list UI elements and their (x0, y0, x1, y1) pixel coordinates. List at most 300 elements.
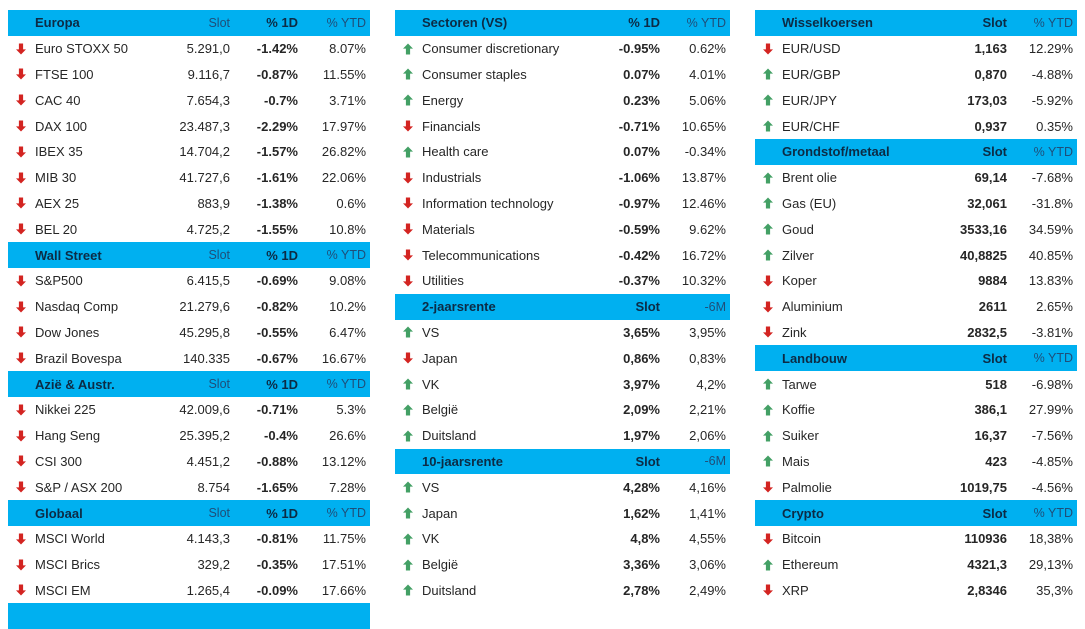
column-header: % YTD (686, 15, 726, 30)
up-arrow-icon (402, 94, 414, 106)
value-cell: 6.47% (329, 324, 366, 340)
column-header: % YTD (326, 377, 366, 392)
table-row (395, 578, 730, 604)
value-cell: 7.28% (329, 479, 366, 495)
column-header: Slot (208, 248, 230, 263)
trend-cell (755, 223, 781, 235)
up-arrow-icon (402, 481, 414, 493)
instrument-name: Telecommunications (422, 247, 540, 263)
table-row (755, 397, 1077, 423)
column-header: -6M (704, 454, 726, 469)
up-arrow-icon (402, 507, 414, 519)
section-title: Landbouw (782, 350, 847, 366)
section-header (395, 449, 730, 475)
trend-cell (8, 584, 34, 596)
column-header: Slot (208, 377, 230, 392)
instrument-name: MSCI World (35, 531, 105, 547)
up-arrow-icon (402, 326, 414, 338)
value-cell: -0.37% (618, 273, 660, 289)
value-cell: 0.07% (623, 66, 660, 82)
table-row (8, 191, 370, 217)
value-cell: 13.12% (321, 453, 366, 469)
trend-cell (755, 249, 781, 261)
value-cell: 3.71% (329, 92, 366, 108)
value-cell: 12.46% (681, 195, 726, 211)
value-cell: 0,86% (623, 350, 660, 366)
value-cell: 2,8346 (967, 582, 1007, 598)
trend-cell (755, 378, 781, 390)
instrument-name: Materials (422, 221, 475, 237)
up-arrow-icon (402, 559, 414, 571)
value-cell: -0.4% (264, 428, 298, 444)
trend-cell (755, 120, 781, 132)
trend-cell (755, 43, 781, 55)
value-cell: 4,55% (689, 531, 726, 547)
table-row (8, 526, 370, 552)
value-cell: 110936 (964, 531, 1007, 547)
value-cell: 0.35% (1036, 118, 1073, 134)
instrument-name: Financials (422, 118, 481, 134)
trend-cell (395, 326, 421, 338)
value-cell: 10.65% (681, 118, 726, 134)
value-cell: 4321,3 (967, 557, 1007, 573)
value-cell: 2,49% (689, 582, 726, 598)
table-row (8, 320, 370, 346)
up-arrow-icon (762, 223, 774, 235)
trend-cell (8, 481, 34, 493)
value-cell: 329,2 (197, 557, 230, 573)
instrument-name: Ethereum (782, 557, 839, 573)
table-row (8, 216, 370, 242)
value-cell: -0.88% (256, 453, 298, 469)
value-cell: 1019,75 (960, 479, 1007, 495)
table-row (395, 345, 730, 371)
table-row (395, 397, 730, 423)
value-cell: 0,937 (974, 118, 1007, 134)
value-cell: 0,870 (974, 66, 1007, 82)
trend-cell (8, 120, 34, 132)
section-header (755, 345, 1077, 371)
value-cell: 2611 (978, 299, 1007, 315)
up-arrow-icon (762, 455, 774, 467)
instrument-name: Koper (782, 273, 817, 289)
value-cell: 1,163 (974, 41, 1007, 57)
value-cell: 4,28% (623, 479, 660, 495)
value-cell: -0.34% (684, 144, 726, 160)
value-cell: 2,06% (689, 428, 726, 444)
instrument-name: Industrials (422, 170, 482, 186)
value-cell: 5.06% (689, 92, 726, 108)
value-cell: 423 (985, 453, 1007, 469)
instrument-name: EUR/CHF (782, 118, 840, 134)
trend-cell (755, 430, 781, 442)
up-arrow-icon (762, 430, 774, 442)
instrument-name: België (422, 557, 459, 573)
column-header: % YTD (1033, 144, 1073, 159)
section-header (8, 500, 370, 526)
trend-cell (755, 301, 781, 313)
value-cell: 40,8825 (960, 247, 1007, 263)
value-cell: 18,38% (1028, 531, 1073, 547)
value-cell: 4.451,2 (186, 453, 230, 469)
section-header (755, 500, 1077, 526)
instrument-name: EUR/JPY (782, 92, 837, 108)
down-arrow-icon (402, 275, 414, 287)
section-title: 10-jaarsrente (422, 453, 503, 469)
down-arrow-icon (15, 146, 27, 158)
instrument-name: Consumer discretionary (422, 41, 560, 57)
column-header: Slot (208, 15, 230, 30)
value-cell: -7.56% (1031, 428, 1073, 444)
value-cell: 883,9 (197, 195, 230, 211)
up-arrow-icon (762, 559, 774, 571)
value-cell: 41.727,6 (179, 170, 230, 186)
trend-cell (395, 507, 421, 519)
table-row (395, 268, 730, 294)
instrument-name: Zink (782, 324, 807, 340)
value-cell: -4.85% (1031, 453, 1073, 469)
instrument-name: AEX 25 (35, 195, 80, 211)
down-arrow-icon (15, 43, 27, 55)
clipped-section-header (8, 603, 370, 629)
value-cell: 69,14 (974, 170, 1007, 186)
trend-cell (755, 455, 781, 467)
column-header: % YTD (326, 15, 366, 30)
down-arrow-icon (762, 326, 774, 338)
instrument-name: DAX 100 (35, 118, 88, 134)
section-header (8, 10, 370, 36)
trend-cell (8, 430, 34, 442)
section-title: Globaal (35, 505, 83, 521)
value-cell: 386,1 (974, 402, 1007, 418)
section-title: Crypto (782, 505, 824, 521)
up-arrow-icon (402, 43, 414, 55)
table-row (395, 500, 730, 526)
column-header: Slot (982, 15, 1007, 31)
value-cell: 4,16% (689, 479, 726, 495)
value-cell: 0.07% (623, 144, 660, 160)
trend-cell (755, 326, 781, 338)
value-cell: 9.08% (329, 273, 366, 289)
column-header: % YTD (1033, 15, 1073, 30)
up-arrow-icon (762, 197, 774, 209)
value-cell: 3,06% (689, 557, 726, 573)
section-header (755, 139, 1077, 165)
table-row (8, 578, 370, 604)
instrument-name: België (422, 402, 459, 418)
instrument-name: Brent olie (782, 170, 837, 186)
value-cell: 4,2% (696, 376, 726, 392)
table-row (395, 36, 730, 62)
instrument-name: IBEX 35 (35, 144, 83, 160)
value-cell: 35,3% (1036, 582, 1073, 598)
instrument-name: Duitsland (422, 582, 477, 598)
instrument-name: BEL 20 (35, 221, 78, 237)
table-row (755, 371, 1077, 397)
fx-commodities-crypto-table (755, 10, 1077, 603)
value-cell: 10.2% (329, 299, 366, 315)
table-row (755, 294, 1077, 320)
up-arrow-icon (762, 172, 774, 184)
table-row (8, 552, 370, 578)
value-cell: -31.8% (1031, 195, 1073, 211)
trend-cell (395, 120, 421, 132)
column-header: Slot (635, 299, 660, 315)
value-cell: 42.009,6 (179, 402, 230, 418)
table-row (755, 242, 1077, 268)
value-cell: 13.83% (1028, 273, 1073, 289)
trend-cell (8, 404, 34, 416)
up-arrow-icon (402, 584, 414, 596)
value-cell: 518 (985, 376, 1007, 392)
instrument-name: VS (422, 479, 440, 495)
value-cell: -0.67% (256, 350, 298, 366)
table-row (8, 294, 370, 320)
instrument-name: Gas (EU) (782, 195, 837, 211)
column-header: % YTD (326, 248, 366, 263)
table-row (755, 320, 1077, 346)
instrument-name: VK (422, 531, 440, 547)
section-header (8, 242, 370, 268)
instrument-name: Bitcoin (782, 531, 822, 547)
value-cell: 22.06% (321, 170, 366, 186)
value-cell: 173,03 (967, 92, 1007, 108)
value-cell: 7.654,3 (186, 92, 230, 108)
value-cell: 13.87% (681, 170, 726, 186)
value-cell: -0.55% (256, 324, 298, 340)
value-cell: 17.97% (321, 118, 366, 134)
value-cell: 14.704,2 (179, 144, 230, 160)
trend-cell (755, 172, 781, 184)
value-cell: -1.38% (256, 195, 298, 211)
trend-cell (8, 43, 34, 55)
value-cell: 3,36% (623, 557, 660, 573)
down-arrow-icon (762, 584, 774, 596)
value-cell: 8.07% (329, 41, 366, 57)
trend-cell (395, 43, 421, 55)
trend-cell (755, 584, 781, 596)
trend-cell (395, 197, 421, 209)
trend-cell (8, 146, 34, 158)
value-cell: 0,83% (689, 350, 726, 366)
down-arrow-icon (15, 68, 27, 80)
value-cell: 3,65% (623, 324, 660, 340)
value-cell: 17.51% (321, 557, 366, 573)
down-arrow-icon (402, 120, 414, 132)
sectors-rates-table (395, 10, 730, 603)
value-cell: -0.71% (618, 118, 660, 134)
value-cell: 9.62% (689, 221, 726, 237)
trend-cell (395, 378, 421, 390)
instrument-name: Brazil Bovespa (35, 350, 122, 366)
up-arrow-icon (402, 533, 414, 545)
trend-cell (755, 559, 781, 571)
trend-cell (8, 301, 34, 313)
instrument-name: Suiker (782, 428, 819, 444)
table-row (395, 423, 730, 449)
column-header: Slot (982, 350, 1007, 366)
instrument-name: EUR/GBP (782, 66, 841, 82)
up-arrow-icon (402, 378, 414, 390)
value-cell: 4,8% (630, 531, 660, 547)
section-title: 2-jaarsrente (422, 299, 496, 315)
indices-table (8, 10, 370, 629)
value-cell: 1,97% (623, 428, 660, 444)
trend-cell (755, 404, 781, 416)
value-cell: 3,95% (689, 324, 726, 340)
column-header: % 1D (266, 15, 298, 31)
trend-cell (395, 68, 421, 80)
table-row (755, 578, 1077, 604)
value-cell: -3.81% (1031, 324, 1073, 340)
trend-cell (755, 68, 781, 80)
table-row (755, 552, 1077, 578)
section-title: Azië & Austr. (35, 376, 115, 392)
value-cell: -0.7% (264, 92, 298, 108)
trend-cell (8, 94, 34, 106)
value-cell: 4.725,2 (186, 221, 230, 237)
table-row (8, 113, 370, 139)
instrument-name: Goud (782, 221, 814, 237)
instrument-name: Health care (422, 144, 489, 160)
table-row (8, 449, 370, 475)
instrument-name: Nikkei 225 (35, 402, 96, 418)
value-cell: 9.116,7 (187, 66, 230, 82)
table-row (755, 113, 1077, 139)
value-cell: 8.754 (197, 479, 230, 495)
trend-cell (395, 223, 421, 235)
value-cell: -7.68% (1031, 170, 1073, 186)
value-cell: 5.291,0 (186, 41, 230, 57)
value-cell: 3,97% (623, 376, 660, 392)
table-row (395, 216, 730, 242)
column-header: Slot (208, 506, 230, 521)
instrument-name: Mais (782, 453, 810, 469)
value-cell: 1.265,4 (186, 582, 230, 598)
value-cell: 2,09% (623, 402, 660, 418)
value-cell: -1.55% (256, 221, 298, 237)
down-arrow-icon (402, 352, 414, 364)
down-arrow-icon (402, 223, 414, 235)
column-header: % 1D (266, 247, 298, 263)
table-row (395, 242, 730, 268)
trend-cell (8, 275, 34, 287)
down-arrow-icon (402, 249, 414, 261)
instrument-name: Japan (422, 350, 458, 366)
value-cell: -6.98% (1031, 376, 1073, 392)
instrument-name: Utilities (422, 273, 464, 289)
value-cell: -0.87% (256, 66, 298, 82)
value-cell: 12.29% (1028, 41, 1073, 57)
table-row (395, 320, 730, 346)
instrument-name: S&P500 (35, 273, 83, 289)
value-cell: 2.65% (1036, 299, 1073, 315)
table-row (395, 552, 730, 578)
value-cell: 11.55% (322, 66, 366, 82)
value-cell: 34.59% (1028, 221, 1073, 237)
trend-cell (8, 68, 34, 80)
down-arrow-icon (15, 223, 27, 235)
value-cell: -0.09% (256, 582, 298, 598)
table-row (755, 526, 1077, 552)
table-row (755, 191, 1077, 217)
section-title: Grondstof/metaal (782, 144, 890, 160)
up-arrow-icon (762, 378, 774, 390)
instrument-name: MSCI Brics (35, 557, 100, 573)
trend-cell (395, 249, 421, 261)
down-arrow-icon (15, 533, 27, 545)
value-cell: 16.72% (681, 247, 726, 263)
instrument-name: Dow Jones (35, 324, 100, 340)
trend-cell (8, 326, 34, 338)
trend-cell (395, 430, 421, 442)
value-cell: -0.95% (618, 41, 660, 57)
value-cell: 25.395,2 (179, 428, 230, 444)
instrument-name: Nasdaq Comp (35, 299, 119, 315)
table-row (755, 268, 1077, 294)
instrument-name: Tarwe (782, 376, 817, 392)
table-row (8, 62, 370, 88)
table-row (755, 423, 1077, 449)
down-arrow-icon (15, 301, 27, 313)
table-row (395, 113, 730, 139)
value-cell: -1.61% (256, 170, 298, 186)
table-row (755, 216, 1077, 242)
instrument-name: Information technology (422, 195, 554, 211)
table-row (755, 36, 1077, 62)
section-title: Sectoren (VS) (422, 15, 508, 31)
table-row (8, 268, 370, 294)
column-header: % YTD (1033, 351, 1073, 366)
down-arrow-icon (762, 301, 774, 313)
value-cell: 23.487,3 (179, 118, 230, 134)
instrument-name: CSI 300 (35, 453, 82, 469)
column-header: -6M (704, 299, 726, 314)
value-cell: -0.69% (256, 273, 298, 289)
table-row (395, 139, 730, 165)
table-row (8, 397, 370, 423)
trend-cell (755, 94, 781, 106)
instrument-name: MIB 30 (35, 170, 77, 186)
value-cell: 1,41% (689, 505, 726, 521)
value-cell: 3533,16 (960, 221, 1007, 237)
value-cell: 0.6% (336, 195, 366, 211)
trend-cell (8, 172, 34, 184)
value-cell: 26.6% (329, 428, 366, 444)
value-cell: -0.35% (256, 557, 298, 573)
instrument-name: VS (422, 324, 440, 340)
value-cell: -0.82% (256, 299, 298, 315)
value-cell: 27.99% (1028, 402, 1073, 418)
value-cell: -0.71% (256, 402, 298, 418)
trend-cell (395, 584, 421, 596)
up-arrow-icon (402, 68, 414, 80)
table-row (755, 449, 1077, 475)
instrument-name: Japan (422, 505, 458, 521)
table-row (395, 371, 730, 397)
value-cell: -1.42% (256, 41, 298, 57)
table-row (395, 62, 730, 88)
value-cell: -5.92% (1031, 92, 1073, 108)
value-cell: 21.279,6 (179, 299, 230, 315)
table-row (8, 474, 370, 500)
instrument-name: XRP (782, 582, 809, 598)
trend-cell (755, 197, 781, 209)
up-arrow-icon (402, 404, 414, 416)
instrument-name: Duitsland (422, 428, 477, 444)
value-cell: 16,37 (974, 428, 1007, 444)
trend-cell (395, 481, 421, 493)
